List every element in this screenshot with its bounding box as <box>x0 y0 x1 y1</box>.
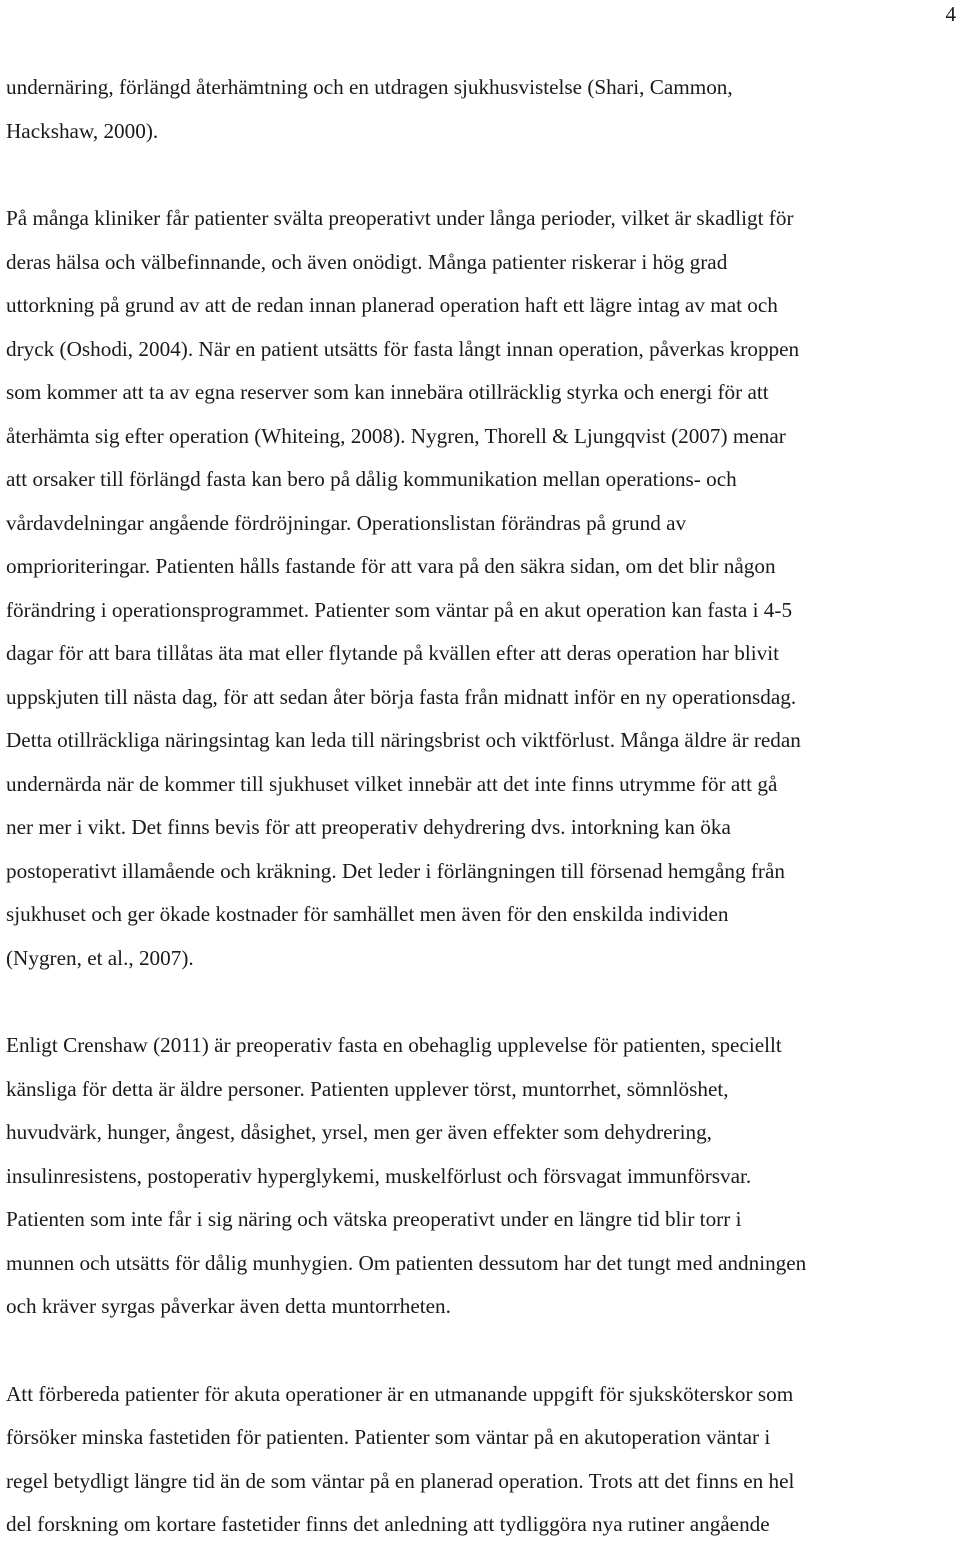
text-line: att orsaker till förlängd fasta kan bero på dålig kommunikation mellan operations- och <box>6 467 737 491</box>
text-line: Enligt Crenshaw (2011) är preoperativ fasta en obehaglig upplevelse för patienten, speciellt <box>6 1033 782 1057</box>
text-line: huvudvärk, hunger, ångest, dåsighet, yrsel, men ger även effekter som dehydrering, <box>6 1120 712 1144</box>
text-line: uttorkning på grund av att de redan innan planerad operation haft ett lägre intag av mat och <box>6 293 778 317</box>
text-line: (Nygren, et al., 2007). <box>6 945 194 970</box>
text-line: försöker minska fastetiden för patienten. Patienter som väntar på en akutoperation väntar i <box>6 1425 771 1449</box>
text-line: omprioriteringar. Patienten hålls fastande för att vara på den säkra sidan, om det blir någon <box>6 554 776 578</box>
text-line: undernäring, förlängd återhämtning och en utdragen sjukhusvistelse (Shari, Cammon, <box>6 75 733 99</box>
text-line: ner mer i vikt. Det finns bevis för att preoperativ dehydrering dvs. intorkning kan öka <box>6 815 731 839</box>
text-line: Patienten som inte får i sig näring och vätska preoperativt under en längre tid blir torr i <box>6 1207 742 1231</box>
text-line: insulinresistens, postoperativ hyperglykemi, muskelförlust och försvagat immunförsvar. <box>6 1163 752 1188</box>
text-line: Detta otillräckliga näringsintag kan leda till näringsbrist och viktförlust. Många äldre är redan <box>6 728 801 752</box>
text-line: uppskjuten till nästa dag, för att sedan åter börja fasta från midnatt inför en ny operationsdag. <box>6 684 797 709</box>
text-line: känsliga för detta är äldre personer. Patienten upplever törst, muntorrhet, sömnlöshet, <box>6 1076 729 1101</box>
text-line: Att förbereda patienter för akuta operationer är en utmanande uppgift för sjuksköterskor som <box>6 1381 794 1406</box>
text-line: dagar för att bara tillåtas äta mat eller flytande på kvällen efter att deras operation har blivit <box>6 641 779 665</box>
text-line: dryck (Oshodi, 2004). När en patient utsätts för fasta långt innan operation, påverkas kroppen <box>6 336 800 361</box>
text-line: deras hälsa och välbefinnande, och även onödigt. Många patienter riskerar i hög grad <box>6 249 728 274</box>
text-line: vårdavdelningar angående fördröjningar. Operationslistan förändras på grund av <box>6 510 687 535</box>
text-line: På många kliniker får patienter svälta preoperativt under långa perioder, vilket är skadligt för <box>6 206 794 230</box>
text-line: del forskning om kortare fastetider finns det anledning att tydliggöra nya rutiner angående <box>6 1512 770 1536</box>
text-line: återhämta sig efter operation (Whiteing, 2008). Nygren, Thorell & Ljungqvist (2007) menar <box>6 423 786 448</box>
text-line: undernärda när de kommer till sjukhuset vilket innebär att det inte finns utrymme för att gå <box>6 771 778 796</box>
text-line: förändring i operationsprogrammet. Patienter som väntar på en akut operation kan fasta i 4-5 <box>6 597 793 622</box>
text-line: sjukhuset och ger ökade kostnader för samhället men även för den enskilda individen <box>6 902 729 926</box>
text-line: regel betydligt längre tid än de som väntar på en planerad operation. Trots att det finns en hel <box>6 1468 795 1493</box>
text-line: Hackshaw, 2000). <box>6 118 159 143</box>
text-line: munnen och utsätts för dålig munhygien. Om patienten dessutom har det tungt med andningen <box>6 1250 807 1275</box>
text-line: postoperativt illamående och kräkning. Det leder i förlängningen till försenad hemgång från <box>6 858 785 883</box>
text-line: som kommer att ta av egna reserver som kan innebära otillräcklig styrka och energi för att <box>6 380 769 404</box>
page-number: 4 <box>945 2 956 26</box>
text-line: och kräver syrgas påverkar även detta muntorrheten. <box>6 1294 451 1318</box>
